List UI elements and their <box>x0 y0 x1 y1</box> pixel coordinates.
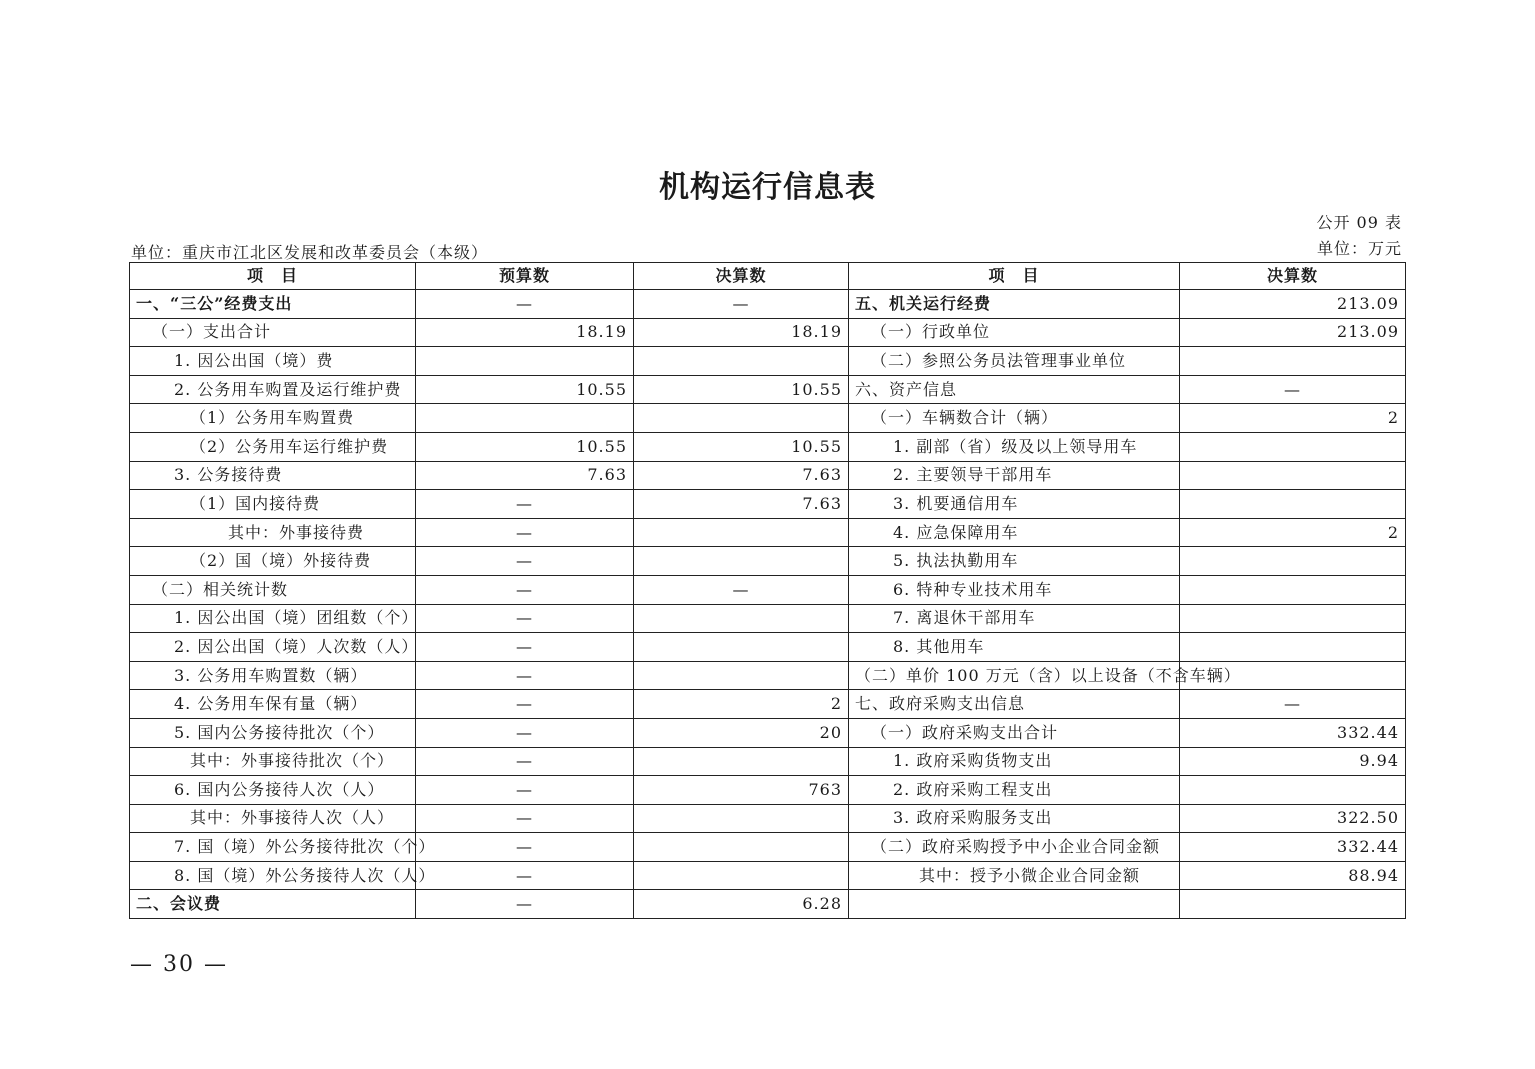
table-row <box>130 861 1406 890</box>
row-item: 1. 因公出国（境）费 <box>130 347 416 376</box>
final-value-right <box>1180 490 1406 519</box>
final-value <box>634 347 849 376</box>
budget-value: 7.63 <box>416 461 634 490</box>
page-number: — 30 — <box>130 952 228 977</box>
table-row <box>130 518 1406 547</box>
final-value <box>634 547 849 576</box>
budget-value <box>416 404 634 433</box>
table-row <box>130 776 1406 805</box>
row-item: 其中：外事接待批次（个） <box>130 747 416 776</box>
table-row <box>130 633 1406 662</box>
header-budget: 预算数 <box>416 263 634 290</box>
final-value-right: 2 <box>1180 518 1406 547</box>
row-item-right: （一）政府采购支出合计 <box>849 718 1180 747</box>
final-value-right: — <box>1180 690 1406 719</box>
row-item-right: 五、机关运行经费 <box>849 290 1180 319</box>
table-row <box>130 547 1406 576</box>
table-row <box>130 833 1406 862</box>
table-row <box>130 661 1406 690</box>
final-value <box>634 404 849 433</box>
row-item: （一）支出合计 <box>130 318 416 347</box>
final-value-right <box>1180 575 1406 604</box>
final-value: 7.63 <box>634 461 849 490</box>
budget-value: — <box>416 804 634 833</box>
row-item-right: 其中：授予小微企业合同金额 <box>849 861 1180 890</box>
final-value <box>634 518 849 547</box>
table-row <box>130 890 1406 919</box>
row-item-right: 2. 主要领导干部用车 <box>849 461 1180 490</box>
budget-value: — <box>416 518 634 547</box>
row-item-right <box>849 890 1180 919</box>
final-value <box>634 604 849 633</box>
table-row <box>130 347 1406 376</box>
table-row <box>130 290 1406 319</box>
header-final-left: 决算数 <box>634 263 849 290</box>
final-value: 763 <box>634 776 849 805</box>
final-value: 10.55 <box>634 375 849 404</box>
final-value-right: 213.09 <box>1180 318 1406 347</box>
table-row <box>130 461 1406 490</box>
final-value-right: 9.94 <box>1180 747 1406 776</box>
budget-value: — <box>416 575 634 604</box>
final-value-right <box>1180 776 1406 805</box>
final-value-right <box>1180 890 1406 919</box>
row-item-right: 七、政府采购支出信息 <box>849 690 1180 719</box>
budget-value: — <box>416 604 634 633</box>
table-row <box>130 575 1406 604</box>
row-item: （2）公务用车运行维护费 <box>130 432 416 461</box>
budget-value: — <box>416 633 634 662</box>
final-value <box>634 661 849 690</box>
budget-value: 18.19 <box>416 318 634 347</box>
row-item: 其中：外事接待人次（人） <box>130 804 416 833</box>
row-item: 1. 因公出国（境）团组数（个） <box>130 604 416 633</box>
reporting-unit: 单位：重庆市江北区发展和改革委员会（本级） <box>131 243 489 262</box>
table-row <box>130 318 1406 347</box>
budget-value: — <box>416 747 634 776</box>
final-value: — <box>634 290 849 319</box>
row-item-right: 3. 机要通信用车 <box>849 490 1180 519</box>
header-final-right: 决算数 <box>1180 263 1406 290</box>
row-item-right: 6. 特种专业技术用车 <box>849 575 1180 604</box>
row-item: 二、会议费 <box>130 890 416 919</box>
currency-unit: 单位：万元 <box>1316 239 1402 258</box>
budget-value: — <box>416 861 634 890</box>
final-value-right <box>1180 633 1406 662</box>
final-value-right: 322.50 <box>1180 804 1406 833</box>
final-value: 7.63 <box>634 490 849 519</box>
final-value: 2 <box>634 690 849 719</box>
row-item: 5. 国内公务接待批次（个） <box>130 718 416 747</box>
final-value <box>634 804 849 833</box>
table-row <box>130 690 1406 719</box>
row-item-right: 5. 执法执勤用车 <box>849 547 1180 576</box>
header-item-left: 项 目 <box>130 263 416 290</box>
final-value-right <box>1180 432 1406 461</box>
budget-value: 10.55 <box>416 375 634 404</box>
header-item-right: 项 目 <box>849 263 1180 290</box>
table-row <box>130 404 1406 433</box>
table-row <box>130 718 1406 747</box>
budget-value <box>416 347 634 376</box>
final-value-right <box>1180 461 1406 490</box>
row-item-right: 2. 政府采购工程支出 <box>849 776 1180 805</box>
row-item-right: 7. 离退休干部用车 <box>849 604 1180 633</box>
table-row <box>130 375 1406 404</box>
info-table <box>129 262 1406 919</box>
budget-value: — <box>416 718 634 747</box>
row-item: 4. 公务用车保有量（辆） <box>130 690 416 719</box>
final-value-right: — <box>1180 375 1406 404</box>
budget-value: — <box>416 890 634 919</box>
table-row <box>130 490 1406 519</box>
budget-value: 10.55 <box>416 432 634 461</box>
final-value <box>634 861 849 890</box>
row-item: 一、“三公”经费支出 <box>130 290 416 319</box>
table-row <box>130 747 1406 776</box>
row-item: 2. 因公出国（境）人次数（人） <box>130 633 416 662</box>
final-value-right: 332.44 <box>1180 718 1406 747</box>
final-value-right: 2 <box>1180 404 1406 433</box>
row-item: （2）国（境）外接待费 <box>130 547 416 576</box>
row-item: 3. 公务接待费 <box>130 461 416 490</box>
budget-value: — <box>416 547 634 576</box>
final-value-right: 213.09 <box>1180 290 1406 319</box>
row-item-right: （二）政府采购授予中小企业合同金额 <box>849 833 1180 862</box>
budget-value: — <box>416 690 634 719</box>
row-item: 3. 公务用车购置数（辆） <box>130 661 416 690</box>
budget-value: — <box>416 776 634 805</box>
row-item: 7. 国（境）外公务接待批次（个） <box>130 833 416 862</box>
row-item-right: 六、资产信息 <box>849 375 1180 404</box>
row-item: 其中：外事接待费 <box>130 518 416 547</box>
final-value <box>634 747 849 776</box>
row-item-right: 8. 其他用车 <box>849 633 1180 662</box>
row-item-right: 1. 副部（省）级及以上领导用车 <box>849 432 1180 461</box>
final-value: 6.28 <box>634 890 849 919</box>
row-item-right: 3. 政府采购服务支出 <box>849 804 1180 833</box>
final-value-right <box>1180 347 1406 376</box>
table-row <box>130 432 1406 461</box>
row-item: （1）国内接待费 <box>130 490 416 519</box>
row-item-right: 1. 政府采购货物支出 <box>849 747 1180 776</box>
row-item-right: （一）车辆数合计（辆） <box>849 404 1180 433</box>
row-item: 6. 国内公务接待人次（人） <box>130 776 416 805</box>
budget-value: — <box>416 490 634 519</box>
final-value <box>634 833 849 862</box>
final-value-right <box>1180 604 1406 633</box>
budget-value: — <box>416 833 634 862</box>
final-value: 18.19 <box>634 318 849 347</box>
final-value: 10.55 <box>634 432 849 461</box>
row-item: （1）公务用车购置费 <box>130 404 416 433</box>
form-number: 公开 09 表 <box>1316 213 1402 232</box>
row-item-right: （二）参照公务员法管理事业单位 <box>849 347 1180 376</box>
row-item: 8. 国（境）外公务接待人次（人） <box>130 861 416 890</box>
final-value-right <box>1180 547 1406 576</box>
row-item: （二）相关统计数 <box>130 575 416 604</box>
row-item-right: 4. 应急保障用车 <box>849 518 1180 547</box>
final-value-right: 88.94 <box>1180 861 1406 890</box>
row-item-right: （二）单价 100 万元（含）以上设备（不含车辆） <box>849 661 1180 690</box>
final-value-right: 332.44 <box>1180 833 1406 862</box>
budget-value: — <box>416 661 634 690</box>
page-title: 机构运行信息表 <box>659 170 876 205</box>
header-row <box>130 263 1406 290</box>
budget-value: — <box>416 290 634 319</box>
final-value <box>634 633 849 662</box>
final-value: 20 <box>634 718 849 747</box>
table-row <box>130 604 1406 633</box>
final-value: — <box>634 575 849 604</box>
row-item-right: （一）行政单位 <box>849 318 1180 347</box>
row-item: 2. 公务用车购置及运行维护费 <box>130 375 416 404</box>
table-row <box>130 804 1406 833</box>
